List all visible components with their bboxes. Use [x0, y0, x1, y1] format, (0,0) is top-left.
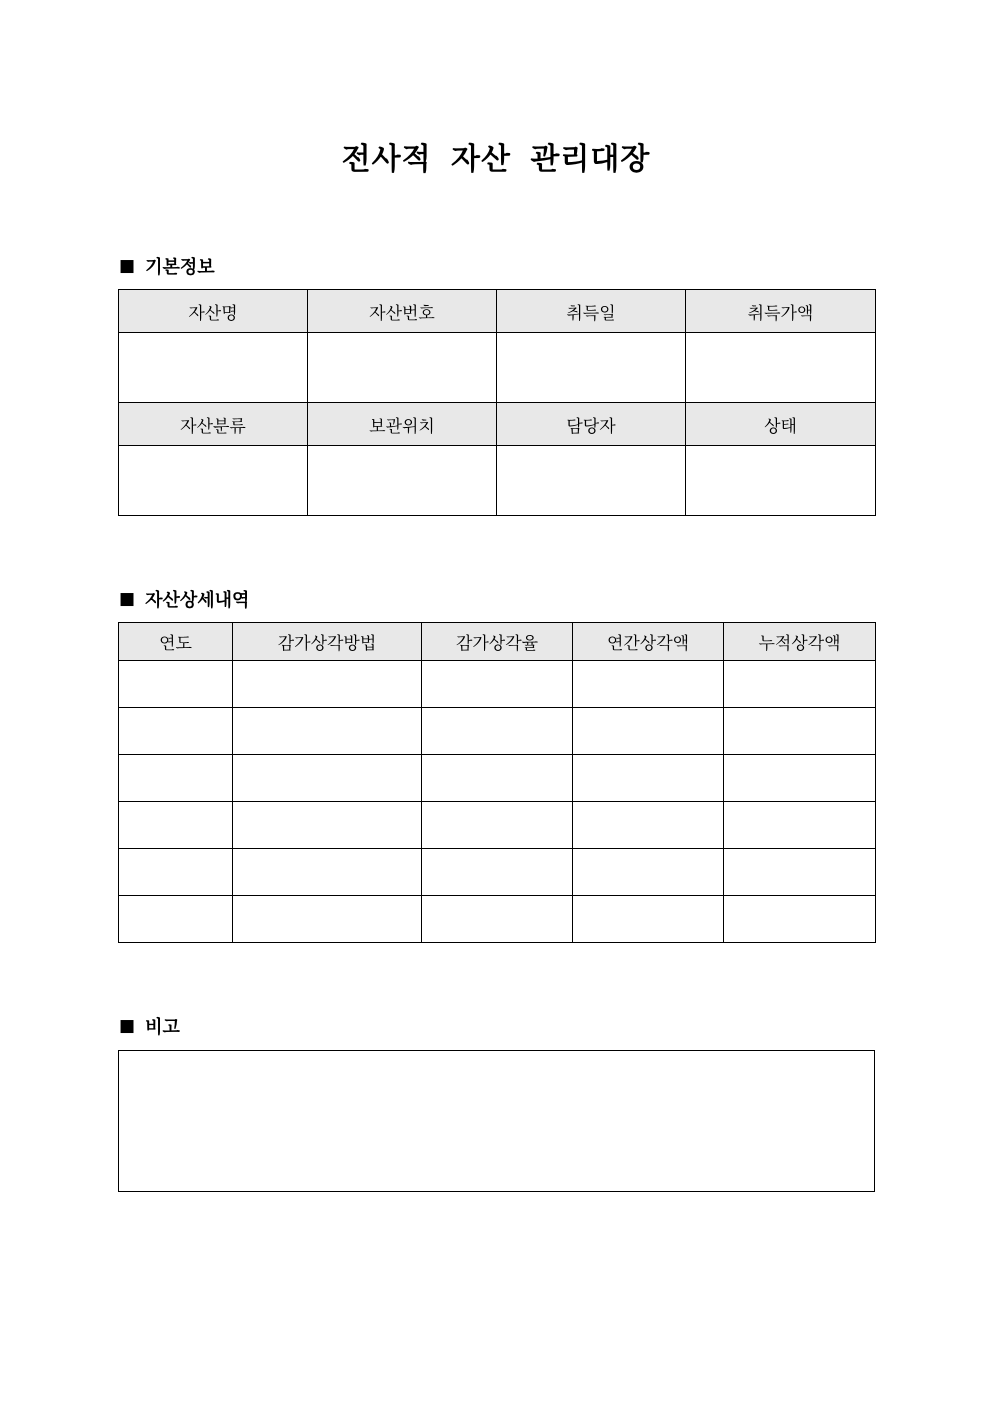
- table-header-row: [119, 623, 876, 661]
- table-row: [119, 755, 876, 802]
- cell-depreciation-rate[interactable]: [422, 708, 573, 755]
- section-heading-detail: [119, 586, 249, 612]
- cell-depreciation-rate[interactable]: [422, 661, 573, 708]
- cell-annual-depreciation[interactable]: [573, 896, 724, 943]
- header-storage-location: 보관위치: [308, 403, 497, 446]
- cell-accumulated-depreciation[interactable]: [724, 802, 876, 849]
- header-acquisition-value: 취득가액: [686, 290, 876, 333]
- cell-accumulated-depreciation[interactable]: [724, 661, 876, 708]
- cell-accumulated-depreciation[interactable]: [724, 708, 876, 755]
- section-heading-remarks: [119, 1013, 180, 1039]
- cell-annual-depreciation[interactable]: [573, 755, 724, 802]
- table-row: [119, 896, 876, 943]
- header-depreciation-method: 감가상각방법: [233, 623, 422, 661]
- basic-info-table: [118, 289, 876, 516]
- detail-table-body: [119, 661, 876, 943]
- section-heading-label: 비고: [145, 1017, 180, 1038]
- cell-year[interactable]: [119, 802, 233, 849]
- header-person-in-charge: 담당자: [497, 403, 686, 446]
- table-header-row: [119, 290, 876, 333]
- asset-detail-table: [118, 622, 876, 943]
- cell-depreciation-method[interactable]: [233, 802, 422, 849]
- cell-asset-name[interactable]: [119, 333, 308, 403]
- cell-year[interactable]: [119, 708, 233, 755]
- cell-year[interactable]: [119, 661, 233, 708]
- table-input-row: [119, 333, 876, 403]
- table-row: [119, 802, 876, 849]
- cell-depreciation-method[interactable]: [233, 896, 422, 943]
- table-row: [119, 708, 876, 755]
- remarks-box[interactable]: [118, 1050, 875, 1192]
- square-bullet-icon: ■: [119, 1016, 136, 1036]
- header-year: 연도: [119, 623, 233, 661]
- header-annual-depreciation: 연간상각액: [573, 623, 724, 661]
- header-asset-category: 자산분류: [119, 403, 308, 446]
- cell-status[interactable]: [686, 446, 876, 516]
- cell-annual-depreciation[interactable]: [573, 708, 724, 755]
- cell-accumulated-depreciation[interactable]: [724, 849, 876, 896]
- cell-depreciation-rate[interactable]: [422, 896, 573, 943]
- cell-depreciation-rate[interactable]: [422, 802, 573, 849]
- cell-depreciation-rate[interactable]: [422, 755, 573, 802]
- table-row: [119, 661, 876, 708]
- cell-accumulated-depreciation[interactable]: [724, 896, 876, 943]
- cell-depreciation-method[interactable]: [233, 849, 422, 896]
- cell-annual-depreciation[interactable]: [573, 661, 724, 708]
- header-asset-number: 자산번호: [308, 290, 497, 333]
- table-header-row: [119, 403, 876, 446]
- section-heading-label: 기본정보: [145, 257, 215, 278]
- cell-depreciation-method[interactable]: [233, 661, 422, 708]
- header-asset-name: 자산명: [119, 290, 308, 333]
- cell-person-in-charge[interactable]: [497, 446, 686, 516]
- cell-asset-number[interactable]: [308, 333, 497, 403]
- table-input-row: [119, 446, 876, 516]
- square-bullet-icon: ■: [119, 256, 136, 276]
- cell-year[interactable]: [119, 755, 233, 802]
- cell-depreciation-rate[interactable]: [422, 849, 573, 896]
- cell-storage-location[interactable]: [308, 446, 497, 516]
- document-title: 전사적 자산 관리대장: [341, 142, 651, 177]
- section-heading-label: 자산상세내역: [145, 590, 250, 611]
- square-bullet-icon: ■: [119, 589, 136, 609]
- header-depreciation-rate: 감가상각율: [422, 623, 573, 661]
- cell-acquisition-date[interactable]: [497, 333, 686, 403]
- cell-accumulated-depreciation[interactable]: [724, 755, 876, 802]
- cell-depreciation-method[interactable]: [233, 708, 422, 755]
- header-accumulated-depreciation: 누적상각액: [724, 623, 876, 661]
- section-heading-basic: [119, 253, 215, 279]
- header-status: 상태: [686, 403, 876, 446]
- cell-annual-depreciation[interactable]: [573, 802, 724, 849]
- cell-annual-depreciation[interactable]: [573, 849, 724, 896]
- cell-year[interactable]: [119, 849, 233, 896]
- table-row: [119, 849, 876, 896]
- cell-depreciation-method[interactable]: [233, 755, 422, 802]
- header-acquisition-date: 취득일: [497, 290, 686, 333]
- cell-asset-category[interactable]: [119, 446, 308, 516]
- cell-acquisition-value[interactable]: [686, 333, 876, 403]
- cell-year[interactable]: [119, 896, 233, 943]
